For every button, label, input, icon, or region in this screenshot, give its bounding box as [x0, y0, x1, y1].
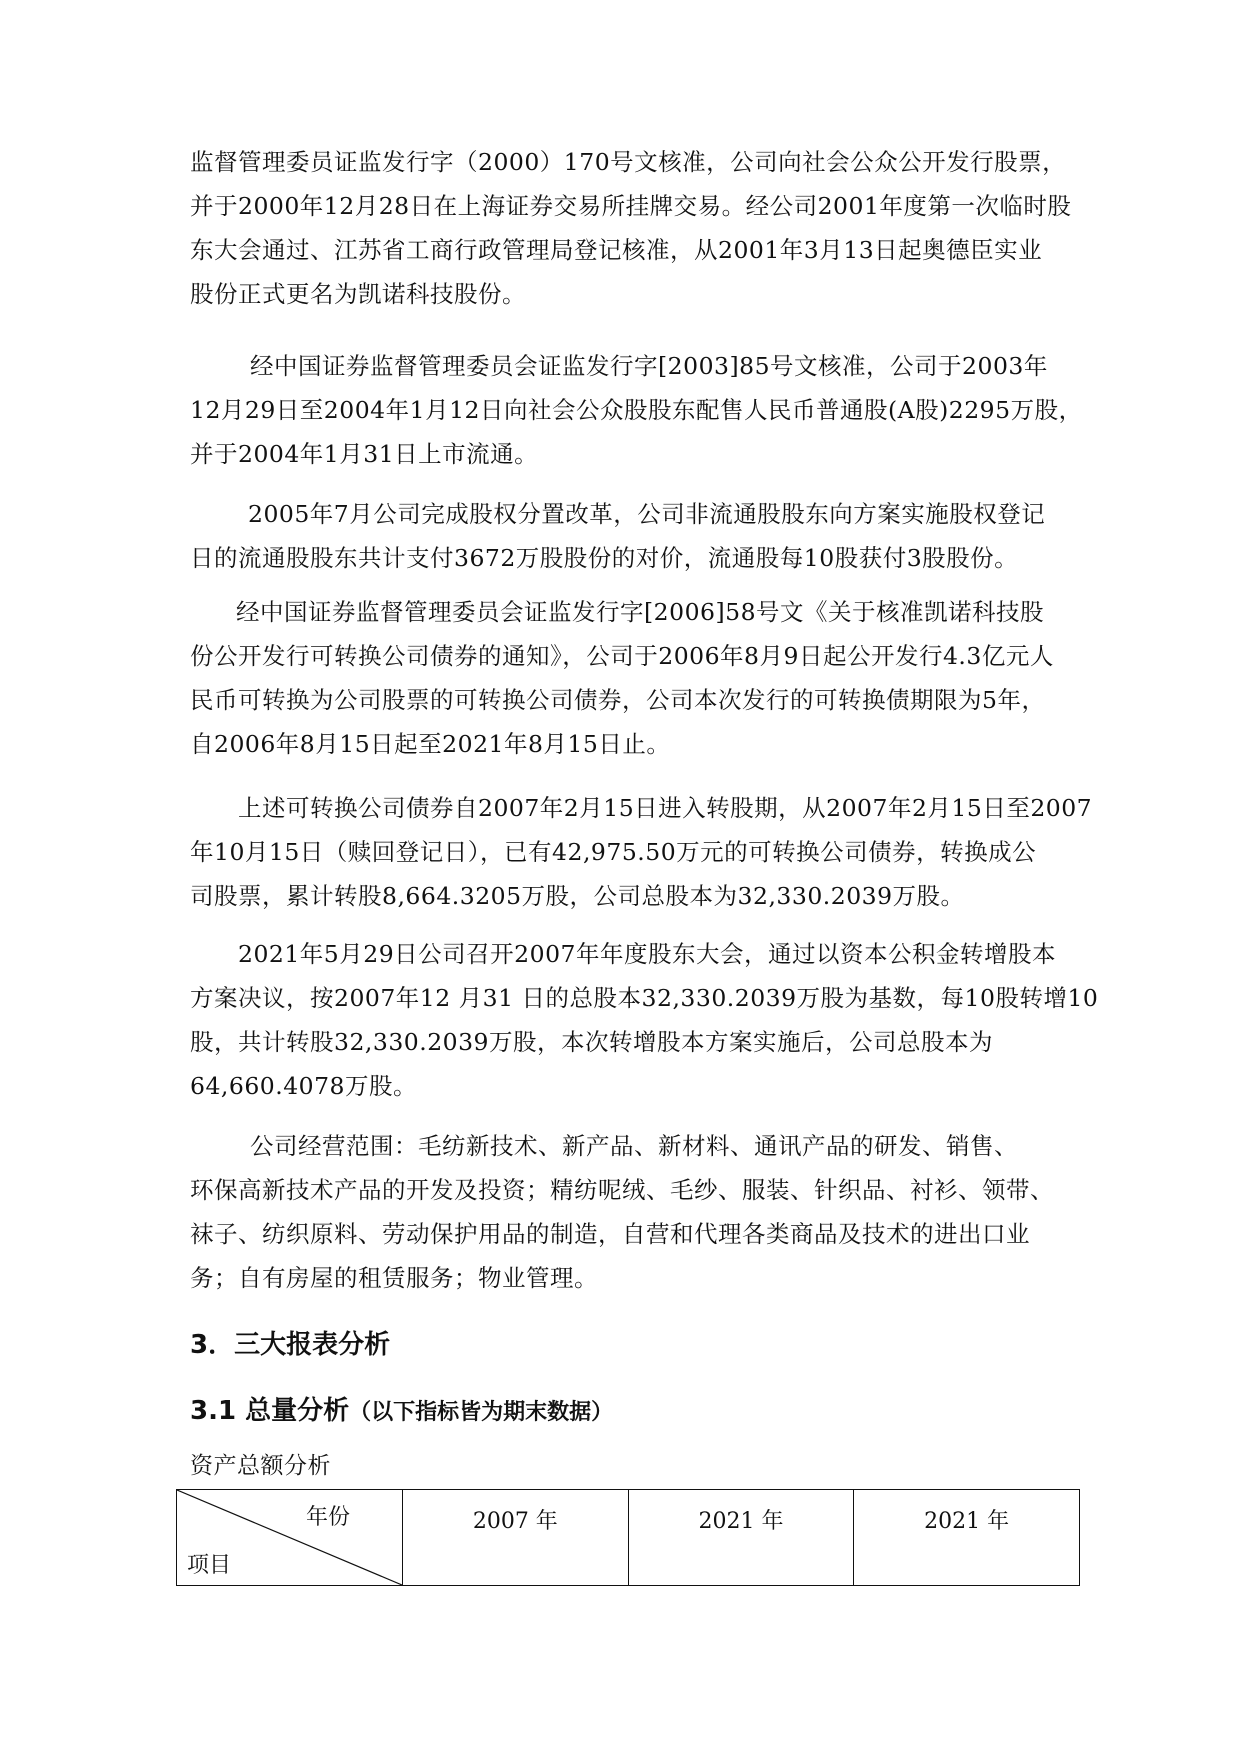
- year-column-2021-b: 2021 年: [854, 1490, 1080, 1586]
- text-line: 并于2000年12月28日在上海证券交易所挂牌交易。经公司2001年度第一次临时股: [190, 192, 1072, 220]
- text-line: 2021年5月29日公司召开2007年年度股东大会，通过以资本公积金转增股本: [238, 940, 1056, 968]
- text-line: 袜子、纺织原料、劳动保护用品的制造，自营和代理各类商品及技术的进出口业: [190, 1220, 1030, 1248]
- asset-analysis-table: [176, 1489, 1080, 1586]
- text-line: 民币可转换为公司股票的可转换公司债券，公司本次发行的可转换债期限为5年，: [190, 686, 1046, 714]
- table-caption: 资产总额分析: [190, 1453, 331, 1479]
- text-line: 64,660.4078万股。: [190, 1072, 418, 1100]
- text-line: 份公开发行可转换公司债券的通知》，公司于2006年8月9日起公开发行4.3亿元人: [190, 642, 1054, 670]
- text-line: 方案决议，按2007年12 月31 日的总股本32,330.2039万股为基数，每10股转增10: [190, 984, 1099, 1012]
- section-heading: 3．三大报表分析: [190, 1330, 391, 1360]
- header-year-label: 年份: [305, 1505, 350, 1530]
- text-line: 东大会通过、江苏省工商行政管理局登记核准，从2001年3月13日起奥德臣实业: [190, 236, 1043, 264]
- text-line: 日的流通股股东共计支付3672万股股份的对价，流通股每10股获付3股股份。: [190, 544, 1019, 572]
- diagonal-header-cell: [177, 1490, 403, 1586]
- subsection-heading: [190, 1390, 613, 1427]
- paragraph-share-reform: [190, 492, 1070, 580]
- subsection-title: 3.1 总量分析: [190, 1396, 350, 1426]
- text-line: 经中国证券监督管理委员会证监发行字[2006]58号文《关于核准凯诺科技股: [236, 598, 1045, 626]
- paragraph-conversion: [190, 786, 1093, 918]
- text-line: 12月29日至2004年1月12日向社会公众股股东配售人民币普通股(A股)2295万股，: [190, 396, 1083, 424]
- text-line: 自2006年8月15日起至2021年8月15日止。: [190, 730, 671, 758]
- paragraph-convertible-bond: [190, 590, 1070, 766]
- text-line: 2005年7月公司完成股权分置改革，公司非流通股股东向方案实施股权登记: [248, 500, 1046, 528]
- text-line: 监督管理委员证监发行字（2000）170号文核准，公司向社会公众公开发行股票，: [190, 148, 1067, 176]
- year-column-2021-a: 2021 年: [628, 1490, 854, 1586]
- text-line: 年10月15日（赎回登记日），已有42,975.50万元的可转换公司债券，转换成公: [190, 838, 1037, 866]
- text-line: 务；自有房屋的租赁服务；物业管理。: [190, 1264, 598, 1292]
- subsection-note: （以下指标皆为期末数据）: [349, 1400, 614, 1425]
- text-line: 上述可转换公司债券自2007年2月15日进入转股期，从2007年2月15日至2007: [238, 794, 1093, 822]
- header-item-label: 项目: [187, 1553, 232, 1578]
- text-line: 司股票，累计转股8,664.3205万股，公司总股本为32,330.2039万股。: [190, 882, 965, 910]
- text-line: 环保高新技术产品的开发及投资；精纺呢绒、毛纱、服装、针织品、衬衫、领带、: [190, 1176, 1054, 1204]
- text-line: 股，共计转股32,330.2039万股，本次转增股本方案实施后，公司总股本为: [190, 1028, 994, 1056]
- paragraph-capital-increase: [190, 932, 1099, 1108]
- text-line: 并于2004年1月31日上市流通。: [190, 440, 539, 468]
- paragraph-rights-issue: [190, 344, 1083, 476]
- paragraph-listing-history: [190, 140, 1070, 316]
- table-header-row: [177, 1490, 1080, 1586]
- paragraph-business-scope: [190, 1124, 1070, 1300]
- text-line: 股份正式更名为凯诺科技股份。: [190, 280, 526, 308]
- text-line: 公司经营范围：毛纺新技术、新产品、新材料、通讯产品的研发、销售、: [250, 1132, 1018, 1160]
- year-column-2007: 2007 年: [403, 1490, 629, 1586]
- text-line: 经中国证券监督管理委员会证监发行字[2003]85号文核准，公司于2003年: [250, 352, 1048, 380]
